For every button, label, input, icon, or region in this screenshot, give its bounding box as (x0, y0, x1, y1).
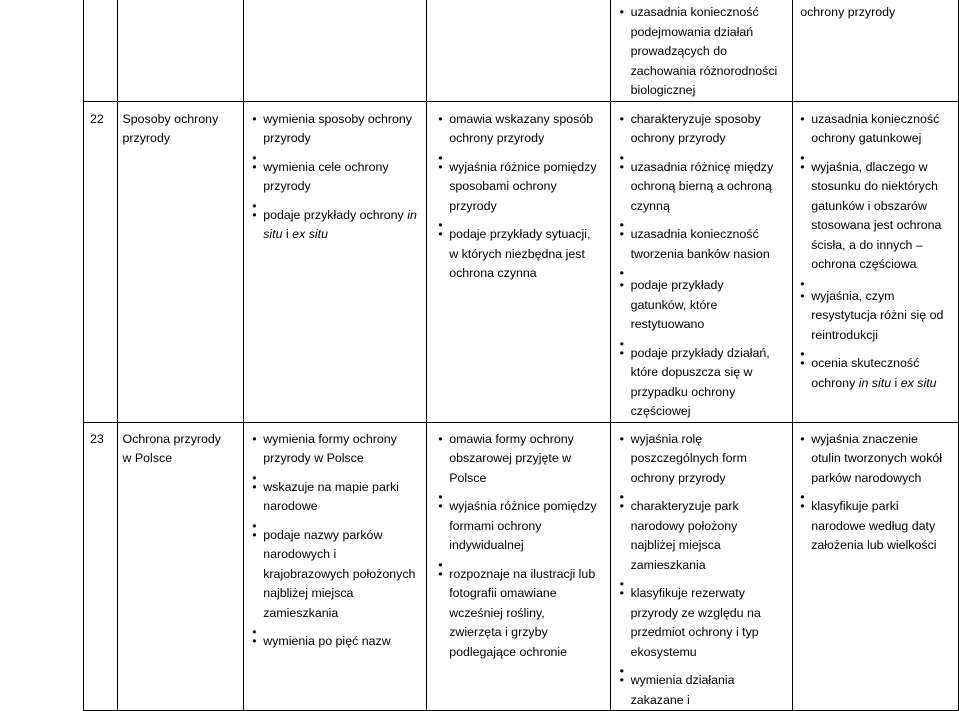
topic-title: Sposoby ochrony przyrody (122, 111, 219, 145)
list-item (252, 206, 418, 245)
spacer (620, 662, 783, 671)
list-item: • wyjaśnia, czym resystytucja różni się od reintrodukcji (800, 287, 950, 346)
topic-title: Ochrona przyrody w Polsce (122, 431, 221, 465)
spacer (252, 197, 418, 206)
spacer (252, 623, 418, 632)
list-item: • uzasadnia konieczność tworzenia banków nasion (620, 225, 783, 264)
number-cell (84, 0, 118, 101)
list-item: • wymienia sposoby ochrony przyrody (252, 110, 418, 149)
number-cell (84, 101, 118, 422)
requirements-cell (793, 422, 959, 711)
item-text: ocenia skuteczność ochrony (811, 356, 920, 390)
requirements-cell (427, 422, 610, 711)
spacer (620, 575, 783, 584)
list-item: • wymienia cele ochrony przyrody (252, 158, 418, 197)
table-row (84, 422, 959, 711)
requirements-cell (610, 0, 793, 101)
list-item: • uzasadnia różnicę między ochroną bierną a ochroną czynną (620, 158, 783, 217)
cell-text: ochrony przyrody (800, 5, 896, 19)
requirements-cell (610, 422, 793, 711)
spacer (620, 488, 783, 497)
topic-cell (117, 101, 244, 422)
list-item: • wymienia formy ochrony przyrody w Polsce (252, 430, 418, 469)
italic-term: in situ (858, 375, 892, 390)
topic-cell (117, 0, 244, 101)
spacer (800, 275, 950, 287)
spacer (620, 149, 783, 158)
number-cell (84, 422, 118, 711)
list-item: • charakteryzuje sposoby ochrony przyrody (620, 110, 783, 149)
item-text: i (891, 375, 901, 390)
list-item: • wyjaśnia, dlaczego w stosunku do niektórych gatunków i obszarów stosowana jest ochrona ścisła, a do innych – ochrona częściowa (800, 158, 950, 275)
requirements-cell (427, 0, 610, 101)
italic-term: ex situ (900, 375, 937, 390)
spacer (252, 469, 418, 478)
spacer (438, 488, 597, 497)
spacer (438, 216, 597, 225)
spacer (800, 149, 950, 158)
list-item: • podaje przykłady działań, które dopuszcza się w przypadku ochrony częściowej (620, 344, 783, 422)
curriculum-table (83, 0, 959, 711)
list-item: • wymienia po pięć nazw (252, 632, 418, 652)
list-item: • podaje przykłady gatunków, które restytuowano (620, 276, 783, 335)
requirements-cell (244, 422, 427, 711)
table-row (84, 0, 959, 101)
list-item: • omawia formy ochrony obszarowej przyjęte w Polsce (438, 430, 597, 489)
topic-cell (117, 422, 244, 711)
list-item: • klasyfikuje parki narodowe według daty założenia lub wielkości (800, 497, 950, 556)
list-item: • wskazuje na mapie parki narodowe (252, 478, 418, 517)
list-item: • wymienia działania zakazane i (620, 671, 783, 710)
requirements-cell (244, 0, 427, 101)
spacer (620, 216, 783, 225)
spacer (620, 264, 783, 276)
spacer (252, 517, 418, 526)
list-item: • uzasadnia konieczność podejmowania działań prowadzących do zachowania różnorodności biologicznej (620, 3, 793, 101)
list-item: • charakteryzuje park narodowy położony najbliżej miejsca zamieszkania (620, 497, 783, 575)
requirements-cell (244, 101, 427, 422)
spacer (620, 335, 783, 344)
spacer (800, 345, 950, 354)
list-item: • rozpoznaje na ilustracji lub fotografii omawiane wcześniej rośliny, zwierzęta i grzyby podlegające ochronie (438, 565, 597, 663)
spacer (438, 556, 597, 565)
list-item: • wyjaśnia różnice pomiędzy sposobami ochrony przyrody (438, 158, 597, 217)
italic-term: ex situ (292, 227, 328, 241)
italic-term: in situ (263, 207, 417, 241)
list-item: • klasyfikuje rezerwaty przyrody ze względu na przedmiot ochrony i typ ekosystemu (620, 584, 783, 662)
list-item: • uzasadnia konieczność ochrony gatunkowej (800, 110, 950, 149)
spacer (252, 149, 418, 158)
item-text: podaje przykłady ochrony (263, 207, 408, 222)
row-number: 22 (90, 111, 104, 126)
spacer (800, 488, 950, 497)
list-item: • wyjaśnia rolę poszczególnych form ochrony przyrody (620, 430, 783, 489)
list-item: • wyjaśnia różnice pomiędzy formami ochrony indywidualnej (438, 497, 597, 556)
list-item: • omawia wskazany sposób ochrony przyrody (438, 110, 597, 149)
requirements-cell (793, 101, 959, 422)
list-item: • podaje nazwy parków narodowych i krajobrazowych położonych najbliżej miejsca zamieszkania (252, 526, 418, 624)
table-row (84, 101, 959, 422)
item-text: i (282, 227, 293, 241)
list-item: • podaje przykłady sytuacji, w których niezbędna jest ochrona czynna (438, 225, 597, 284)
list-item: • wyjaśnia znaczenie otulin tworzonych wokół parków narodowych (800, 430, 950, 489)
requirements-cell (610, 101, 793, 422)
spacer (438, 149, 597, 158)
list-item (800, 354, 950, 393)
requirements-cell (427, 101, 610, 422)
requirements-cell (793, 0, 959, 101)
row-number: 23 (90, 431, 104, 446)
